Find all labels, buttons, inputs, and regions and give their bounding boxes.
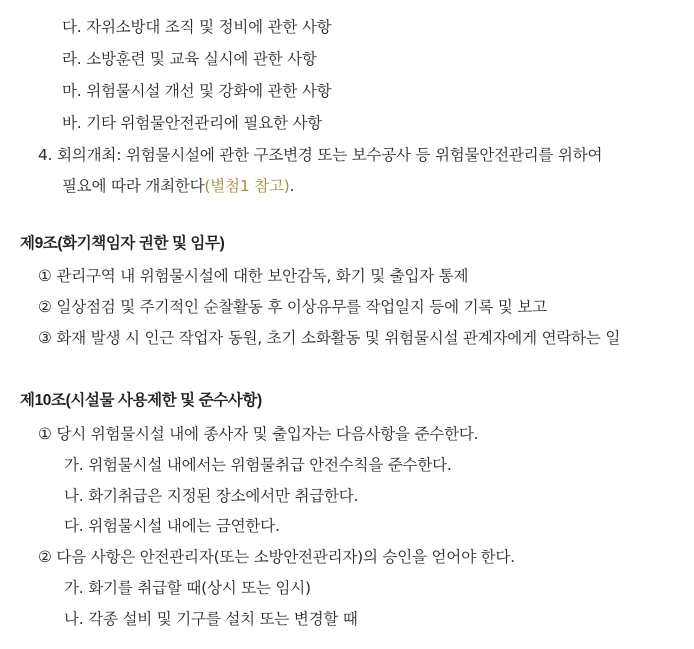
article10-item-1-sub-na: 나. 화기취급은 지정된 장소에서만 취급한다. — [64, 487, 359, 505]
article10-item-2-sub-na: 나. 각종 설비 및 기구를 설치 또는 변경할 때 — [64, 610, 358, 628]
article9-item-3: ③ 화재 발생 시 인근 작업자 동원, 초기 소화활동 및 위험물시설 관계자에게 연락하는 일 — [38, 329, 621, 347]
article10-item-2-sub-ga: 가. 화기를 취급할 때(상시 또는 임시) — [64, 579, 311, 597]
article10-item-2: ② 다음 사항은 안전관리자(또는 소방안전관리자)의 승인을 얻어야 한다. — [38, 548, 515, 566]
item-ba: 바. 기타 위험물안전관리에 필요한 사항 — [62, 114, 323, 132]
meeting-line-1: 4. 회의개최: 위험물시설에 관한 구조변경 또는 보수공사 등 위험물안전관리를 위하여 — [38, 146, 603, 164]
article9-item-1: ① 관리구역 내 위험물시설에 대한 보안감독, 화기 및 출입자 통제 — [38, 267, 469, 285]
meeting-line-2 — [62, 175, 294, 197]
item-ra: 라. 소방훈련 및 교육 실시에 관한 사항 — [62, 50, 317, 68]
article9-heading: 제9조(화기책임자 권한 및 임무) — [20, 235, 225, 252]
article10-item-1: ① 당시 위험물시설 내에 종사자 및 출입자는 다음사항을 준수한다. — [38, 425, 479, 443]
item-ma: 마. 위험물시설 개선 및 강화에 관한 사항 — [62, 82, 332, 100]
article9-item-2: ② 일상점검 및 주기적인 순찰활동 후 이상유무를 작업일지 등에 기록 및 보고 — [38, 298, 547, 316]
meeting-text: 필요에 따라 개최한다 — [62, 177, 205, 195]
attachment-reference: (별첨1 참고) — [204, 177, 290, 195]
item-da: 다. 자위소방대 조직 및 정비에 관한 사항 — [62, 18, 332, 36]
meeting-period: . — [289, 177, 295, 195]
article10-heading: 제10조(시설물 사용제한 및 준수사항) — [20, 392, 262, 409]
article10-item-1-sub-da: 다. 위험물시설 내에는 금연한다. — [64, 517, 280, 535]
article10-item-1-sub-ga: 가. 위험물시설 내에서는 위험물취급 안전수칙을 준수한다. — [64, 456, 452, 474]
